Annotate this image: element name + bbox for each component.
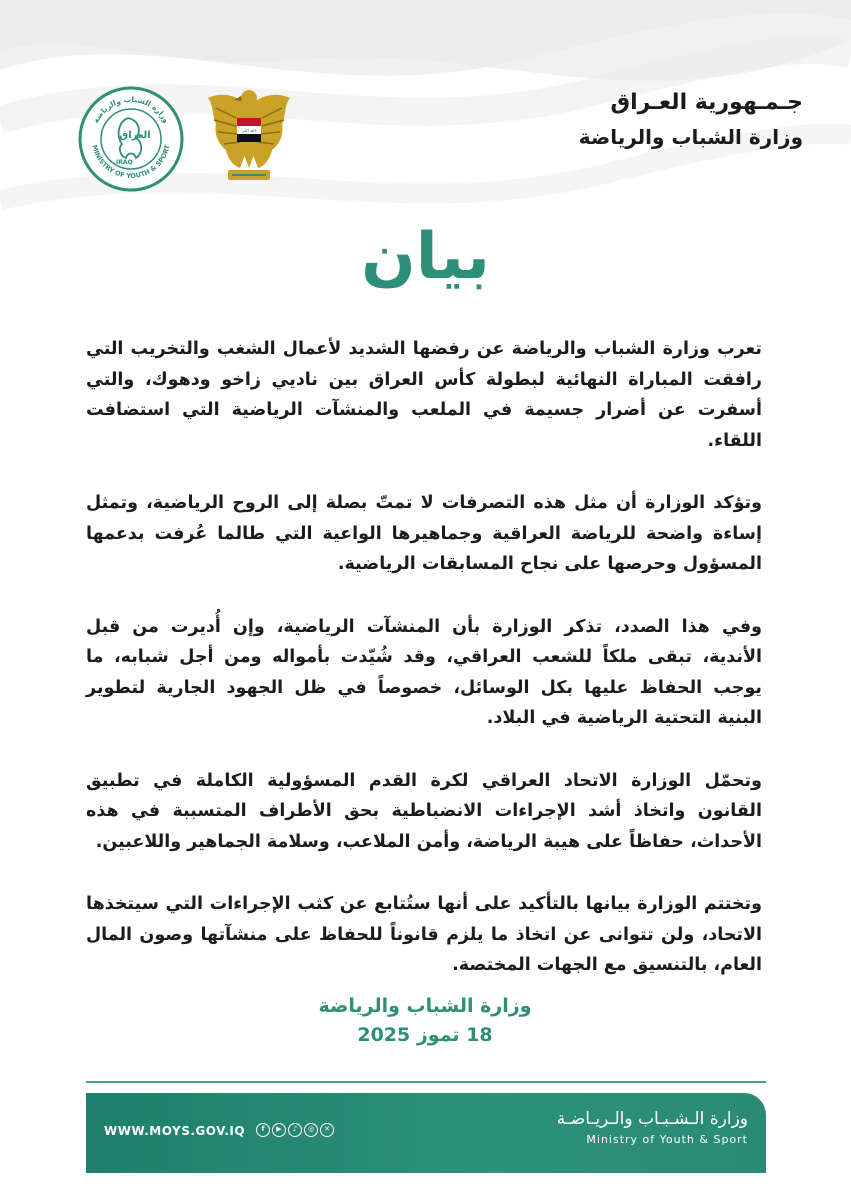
signature-block (300, 992, 550, 1050)
statement-body (86, 334, 762, 1013)
instagram-icon[interactable]: ◎ (304, 1123, 318, 1137)
ministry-name: وزارة الشباب والرياضة (578, 125, 803, 149)
website-link[interactable]: WWW.MOYS.GOV.IQ (104, 1124, 246, 1138)
footer-bar (86, 1093, 766, 1173)
signature-ministry: وزارة الشباب والرياضة (318, 995, 532, 1017)
footer-brand-english: Ministry of Youth & Sport (586, 1133, 748, 1146)
seal-center-arabic: العراق (119, 130, 151, 141)
seal-arabic-text: وزارة الشباب والرياضة (91, 94, 171, 125)
ministry-seal-logo (78, 86, 184, 192)
body-paragraph: وتؤكد الوزارة أن مثل هذه التصرفات لا تمتّ بصلة إلى الروح الرياضية، وتمثل إساءة واضحة للرياضة العراقية وجماهيرها الواعية التي طالما عُرفت بدعمها المسؤول وحرصها على نجاح المسابقات الرياضية. (86, 493, 762, 574)
body-paragraph: وتحمّل الوزارة الاتحاد العراقي لكرة القدم المسؤولية الكاملة في تطبيق القانون واتخاذ أشد الإجراءات الانضباطية بحق الأطراف المتسببة في هذه الأحداث، حفاظاً على هيبة الرياضة، وأمن الملاعب، وسلامة الجماهير واللاعبين. (86, 770, 762, 852)
statement-title: بيان (361, 220, 490, 294)
signature-date: 18 تموز 2025 (357, 1024, 493, 1046)
facebook-icon[interactable]: f (256, 1123, 270, 1137)
footer-divider (86, 1081, 766, 1083)
body-paragraph: تعرب وزارة الشباب والرياضة عن رفضها الشديد لأعمال الشغب والتخريب التي رافقت المباراة النهائية لبطولة كأس العراق بين ناديي زاخو ودهوك، والتي أسفرت عن أضرار جسيمة في الملعب والمنشآت الرياضية التي استضافت اللقاء. (86, 339, 762, 451)
footer-brand-arabic: وزارة الـشـبـاب والـريـاضـة (556, 1109, 748, 1129)
header-text-block (563, 86, 803, 154)
footer-brand (557, 1107, 748, 1149)
republic-name: جـمـهورية العـراق (610, 90, 803, 115)
emblem-flag-text: الله أكبر (242, 128, 256, 133)
youtube-icon[interactable]: ▶ (272, 1123, 286, 1137)
social-icons (256, 1123, 334, 1137)
body-paragraph: وفي هذا الصدد، تذكر الوزارة بأن المنشآت الرياضية، وإن أُديرت من قبل الأندية، تبقى ملكاً للشعب العراقي، وقد شُيّدت بأمواله ومن أجل شبابه، ما يوجب الحفاظ عليها بكل الوسائل، خصوصاً في ظل الجهود الجارية لتطوير البنية التحتية الرياضية في البلاد. (86, 616, 762, 728)
iraq-eagle-emblem-icon (206, 84, 292, 188)
body-paragraph: وتختتم الوزارة بيانها بالتأكيد على أنها ستُتابع عن كثب الإجراءات التي سيتخذها الاتحاد، ولن تتوانى عن اتخاذ ما يلزم قانوناً للحفاظ على منشآتها وصون المال العام، بالتنسيق مع الجهات المختصة. (86, 894, 762, 975)
seal-english-text: MINISTRY OF YOUTH & SPORT (90, 143, 172, 181)
tiktok-icon[interactable]: ♪ (288, 1123, 302, 1137)
x-icon[interactable]: ✕ (320, 1123, 334, 1137)
seal-country: IRAQ (116, 159, 133, 166)
